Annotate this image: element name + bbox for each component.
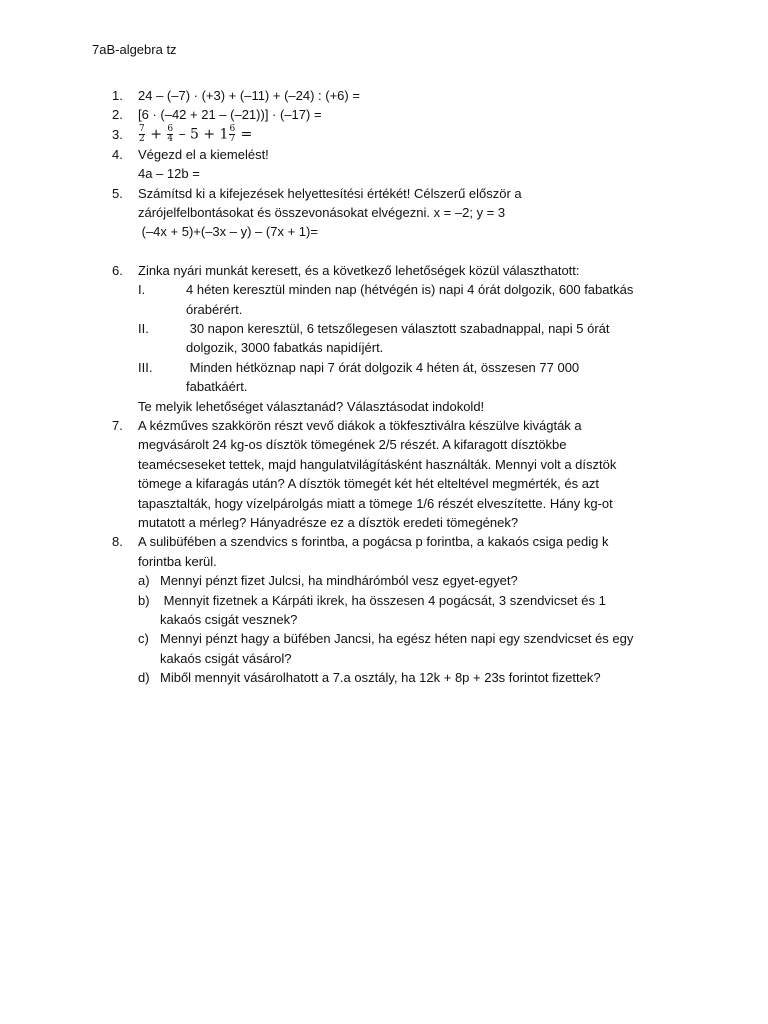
fraction: $\frac{7}{2}$ [139, 123, 145, 144]
exercise-number: 3. [112, 126, 123, 142]
exercise-8 [112, 532, 682, 687]
exercise-question: Te melyik lehetőséget választanád? Választásodat indokold! [138, 398, 485, 414]
subquestion-text: Mennyi pénzt hagy a büfében Jancsi, ha egész héten napi egy szendvicset és egy [160, 631, 634, 647]
exercise-number: 4. [112, 146, 123, 162]
exercise-text: 24 – (–7) · (+3) + (–11) + (–24) : (+6) = [138, 88, 360, 103]
exercise-7 [112, 416, 682, 532]
exercise-text: A sulibüfében a szendvics s forintba, a pogácsa p forintba, a kakaós csiga pedig k [138, 534, 609, 550]
exercise-text: Számítsd ki a kifejezések helyettesítési értékét! Célszerű először a [138, 185, 522, 201]
fraction: $\frac{6}{7}$ [229, 123, 236, 144]
subquestion-letter: c) [138, 631, 149, 647]
exercise-text: teamécseseket tettek, majd hangulatvilágításként használták. Mennyi volt a dísztök [138, 456, 617, 472]
exercise-text: megvásárolt 24 kg-os dísztök tömegének 2/5 részét. A kifaragott dísztökbe [138, 437, 567, 453]
exercise-text: Végezd el a kiemelést! [138, 146, 269, 162]
subquestion-text: Mennyi pénzt fizet Julcsi, ha mindhárómból vesz egyet-egyet? [160, 573, 518, 589]
subquestion-text: kakaós csigát vesznek? [160, 612, 298, 628]
subquestion-letter: b) [138, 592, 150, 608]
exercise-3 [112, 125, 682, 145]
option-text: órabérért. [186, 301, 243, 317]
exercise-text: A kézműves szakkörön részt vevő diákok a tökfesztiválra készülve kivágták a [138, 418, 582, 433]
fraction: $\frac{6}{4}$ [167, 123, 174, 144]
exercise-1 [112, 86, 682, 105]
exercise-number: 5. [112, 185, 123, 201]
exercise-number: 1. [112, 88, 123, 103]
exercise-number: 2. [112, 107, 123, 123]
subquestion-text: Mennyit fizetnek a Kárpáti ikrek, ha összesen 4 pogácsát, 3 szendvicset és 1 [160, 592, 606, 608]
option-text: 30 napon keresztül, 6 tetszőlegesen választott szabadnappal, napi 5 órát [186, 320, 610, 336]
subquestion-letter: a) [138, 573, 150, 589]
option-numeral: III. [138, 359, 153, 375]
option-text: fabatkáért. [186, 379, 248, 395]
option-text: dolgozik, 3000 fabatkás napidíjért. [186, 340, 384, 356]
exercise-text: Zinka nyári munkát keresett, és a következő lehetőségek közül választhatott: [138, 262, 580, 278]
exercise-number: 7. [112, 418, 123, 433]
subquestion-c [138, 629, 682, 668]
subquestion-b [138, 591, 682, 630]
option-ii [138, 319, 682, 358]
exercise-text: mutatott a mérleg? Hányadrésze ez a dísztök eredeti tömegének? [138, 515, 519, 531]
option-text: Minden hétköznap napi 7 órát dolgozik 4 héten át, összesen 77 000 [186, 359, 580, 375]
exercise-2 [112, 105, 682, 124]
exercise-number: 6. [112, 262, 123, 278]
subquestion-text: kakaós csigát vásárol? [160, 650, 292, 666]
spacer [112, 242, 682, 261]
option-numeral: II. [138, 320, 149, 336]
subquestion-a [138, 571, 682, 590]
subquestion-text: Miből mennyit vásárolhatott a 7.a osztály, ha 12k + 8p + 23s forintot fizettek? [160, 670, 601, 686]
fraction-expression: $\frac{7}{2}$ + $\frac{6}{4}$ – 5 + 1 $\frac{6}{7}$ = [139, 123, 253, 144]
option-text: 4 héten keresztül minden nap (hétvégén is) napi 4 órát dolgozik, 600 fabatkás [186, 282, 634, 298]
subquestion-d [138, 668, 682, 687]
option-i [138, 280, 682, 319]
subquestion-letter: d) [138, 670, 150, 686]
page-title: 7aB-algebra tz [92, 42, 177, 57]
option-numeral: I. [138, 282, 146, 298]
exercise-text: zárójelfelbontásokat és összevonásokat elvégezni. x = –2; y = 3 [138, 204, 506, 220]
exercise-text: forintba kerül. [138, 553, 217, 569]
exercise-text: [6 · (–42 + 21 – (–21))] · (–17) = [138, 107, 322, 123]
option-iii [138, 358, 682, 397]
exercise-list [112, 86, 682, 688]
exercise-5 [112, 184, 682, 242]
exercise-number: 8. [112, 534, 123, 550]
exercise-4 [112, 145, 682, 184]
exercise-text: tapasztalták, hogy vízelpárolgás miatt a tömege 1/6 részét elveszítette. Hány kg-ot [138, 495, 613, 511]
exercise-text: 4a – 12b = [138, 166, 200, 182]
exercise-text: tömege a kifaragás után? A dísztök tömegét két hét elteltével megmérték, és azt [138, 476, 600, 492]
exercise-6 [112, 261, 682, 416]
exercise-text: (–4x + 5)+(–3x – y) – (7x + 1)= [138, 224, 318, 240]
